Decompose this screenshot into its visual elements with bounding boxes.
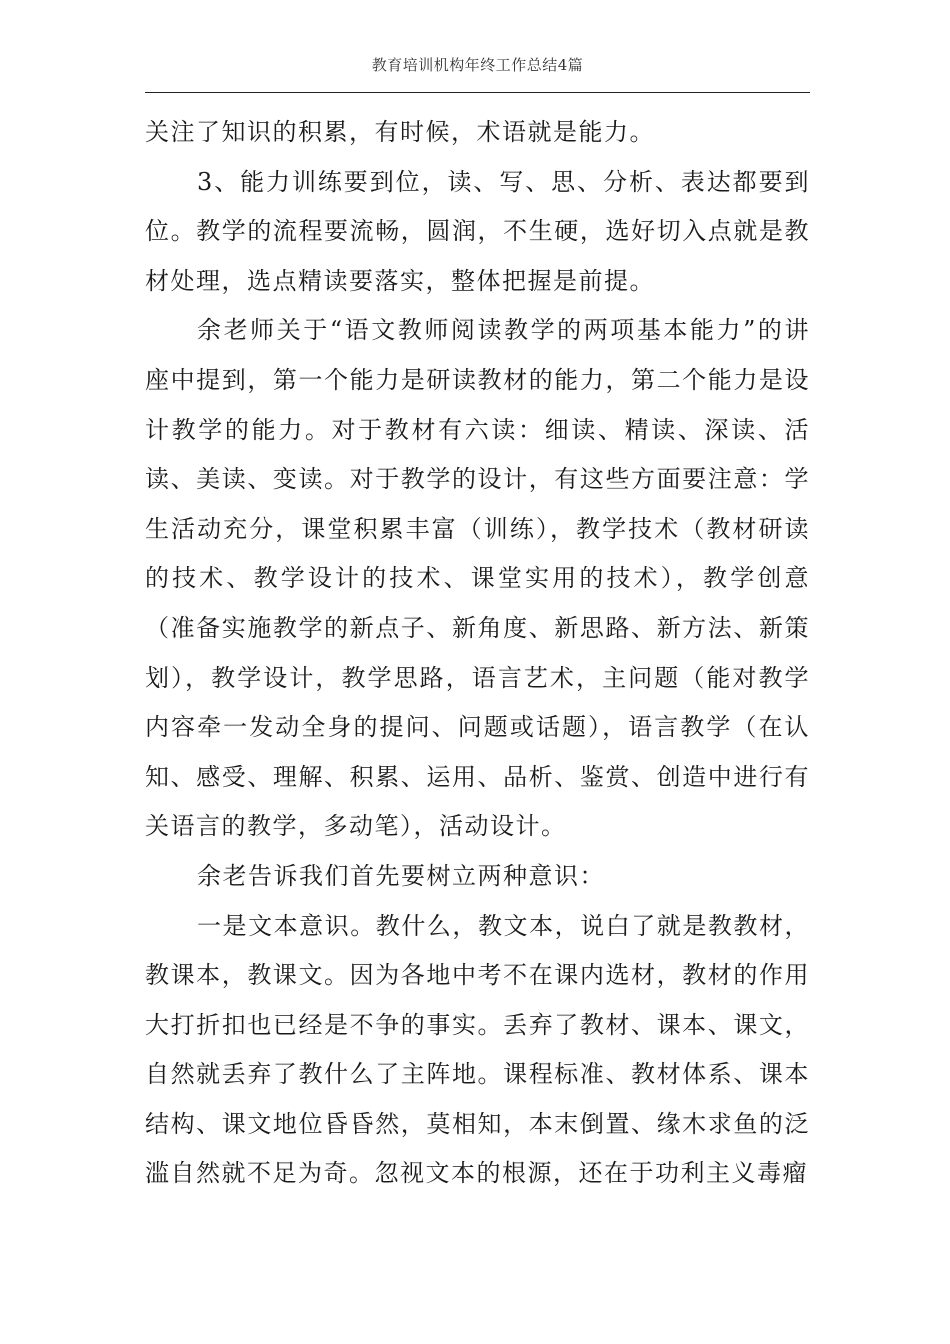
paragraph-4: 余老告诉我们首先要树立两种意识： bbox=[197, 861, 605, 890]
document-body bbox=[145, 108, 810, 1199]
paragraph-2: 3、能力训练要到位，读、写、思、分析、表达都要到位。教学的流程要流畅，圆润，不生硬，选好切入点就是教材处理，选点精读要落实，整体把握是前提。 bbox=[145, 167, 810, 295]
header-divider bbox=[145, 92, 810, 93]
paragraph-3: 余老师关于“语文教师阅读教学的两项基本能力”的讲座中提到，第一个能力是研读教材的能力，第二个能力是设计教学的能力。对于教材有六读：细读、精读、深读、活读、美读、变读。对于教学的设计，有这些方面要注意：学生活动充分，课堂积累丰富（训练），教学技术（教材研读的技术、教学设计的技术、课堂实用的技术），教学创意（准备实施教学的新点子、新角度、新思路、新方法、新策划），教学设计，教学思路，语言艺术，主问题（能对教学内容牵一发动全身的提问、问题或话题），语言教学（在认知、感受、理解、积累、运用、品析、鉴赏、创造中进行有关语言的教学，多动笔），活动设计。 bbox=[145, 316, 810, 841]
paragraph-1: 关注了知识的积累，有时候，术语就是能力。 bbox=[145, 118, 655, 146]
page-header-title: 教育培训机构年终工作总结4篇 bbox=[371, 56, 584, 74]
paragraph-5: 一是文本意识。教什么，教文本，说白了就是教教材，教课本，教课文。因为各地中考不在课内选材，教材的作用大打折扣也已经是不争的事实。丢弃了教材、课本、课文，自然就丢弃了教什么了主阵地。课程标准、教材体系、课本结构、课文地位昏昏然，莫相知，本末倒置、缘木求鱼的泛滥自然就不足为奇。忽视文本的根源，还在于功利主义毒瘤 bbox=[145, 911, 810, 1188]
